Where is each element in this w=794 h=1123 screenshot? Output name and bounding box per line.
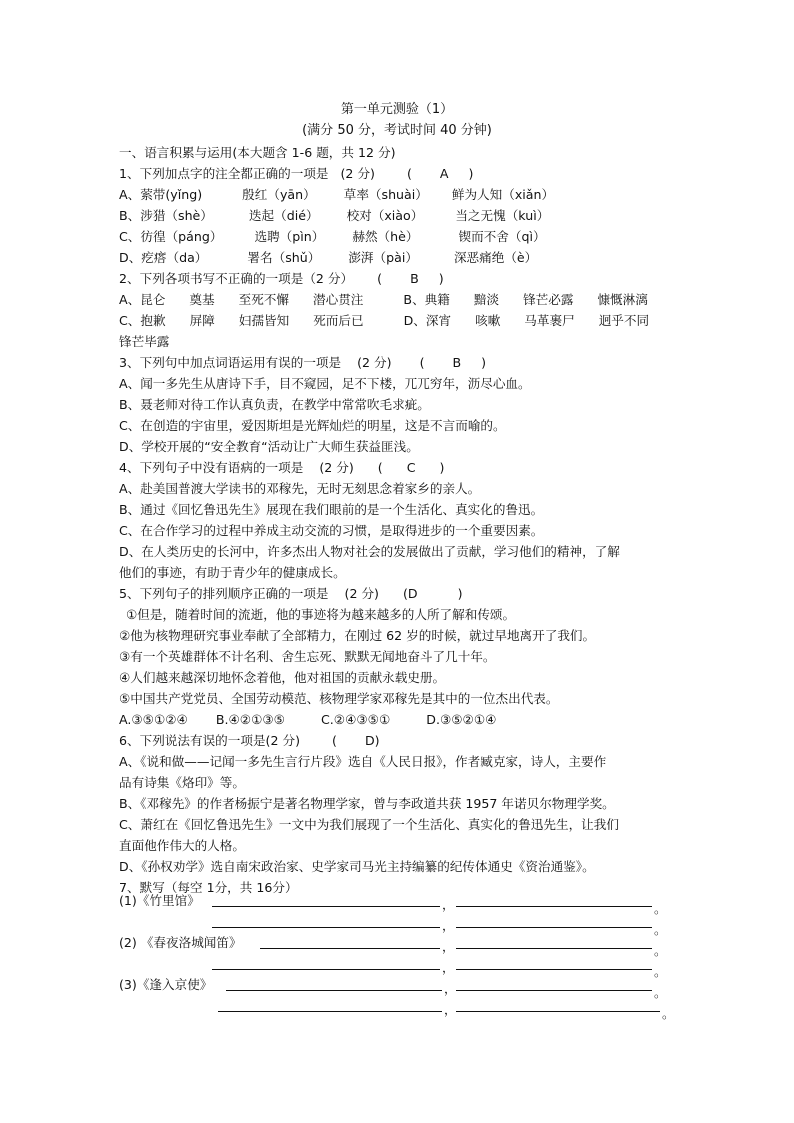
dictation-label-3: (3)《逢入京使》 <box>119 977 213 992</box>
text-line: A、昆仑 奠基 至死不懈 潜心贯注 B、典籍 黯淡 锋芒必露 慷慨淋漓 <box>119 292 648 307</box>
comma-mark: ， <box>442 960 455 975</box>
text-line: A、萦带(yǐng) 殷红（yān） 草率（shuài） 鲜为人知（xiǎn） <box>119 187 555 202</box>
period-mark: 。 <box>654 922 667 937</box>
blank-line[interactable] <box>260 948 440 949</box>
dictation-label-1: (1)《竹里馆》 <box>119 893 200 908</box>
text-line: B、通过《回忆鲁迅先生》展现在我们眼前的是一个生活化、真实化的鲁迅。 <box>119 502 544 517</box>
text-line: 品有诗集《烙印》等。 <box>119 775 245 790</box>
text-line: D、疙瘩（da） 署名（shǔ） 澎湃（pài） 深恶痛绝（è） <box>119 250 538 265</box>
period-mark: 。 <box>654 964 667 979</box>
text-line: 1、下列加点字的注全都正确的一项是 (2 分) ( A ) <box>119 166 474 181</box>
blank-line[interactable] <box>226 990 442 991</box>
text-line: C、彷徨（páng） 选聘（pìn） 赫然（hè） 锲而不舍（qì） <box>119 229 546 244</box>
text-line: 锋芒毕露 <box>119 334 170 349</box>
text-line: C、抱歉 屏障 妇孺皆知 死而后已 D、深宵 咳嗽 马革裹尸 迥乎不同 <box>119 313 650 328</box>
text-line: ①但是，随着时间的流逝，他的事迹将为越来越多的人所了解和传颂。 <box>126 607 516 622</box>
text-line: 3、下列句中加点词语运用有误的一项是 (2 分) ( B ) <box>119 355 487 370</box>
period-mark: 。 <box>662 1006 675 1021</box>
text-line: C、在合作学习的过程中养成主动交流的习惯，是取得进步的一个重要因素。 <box>119 523 544 538</box>
text-line: D、《孙权劝学》选自南宋政治家、史学家司马光主持编纂的纪传体通史《资治通鉴》。 <box>119 859 595 874</box>
text-line: C、在创造的宇宙里，爱因斯坦是光辉灿烂的明星，这是不言而喻的。 <box>119 418 506 433</box>
blank-line[interactable] <box>212 906 440 907</box>
dictation-label-2: (2) 《春夜洛城闻笛》 <box>119 935 242 950</box>
period-mark: 。 <box>654 943 667 958</box>
blank-line[interactable] <box>212 969 440 970</box>
text-line: 一、语言积累与运用(本大题含 1-6 题，共 12 分) <box>119 145 396 160</box>
comma-mark: ， <box>442 939 455 954</box>
text-line: D、在人类历史的长河中，许多杰出人物对社会的发展做出了贡献，学习他们的精神，了解 <box>119 544 620 559</box>
text-line: A.③⑤①②④ B.④②①③⑤ C.②④③⑤① D.③⑤②①④ <box>119 712 497 727</box>
text-line: ③有一个英雄群体不计名利、舍生忘死、默默无闻地奋斗了几十年。 <box>119 649 496 664</box>
period-mark: 。 <box>654 901 667 916</box>
text-line: ②他为核物理研究事业奉献了全部精力，在刚过 62 岁的时候，就过早地离开了我们。 <box>119 628 596 643</box>
exam-title: 第一单元测验（1） <box>340 102 454 117</box>
blank-line[interactable] <box>218 1011 442 1012</box>
text-line: C、萧红在《回忆鲁迅先生》一文中为我们展现了一个生活化、真实化的鲁迅先生，让我们 <box>119 817 619 832</box>
blank-line[interactable] <box>456 906 652 907</box>
text-line: B、涉猎（shè） 迭起（dié） 校对（xiào） 当之无愧（kuì） <box>119 208 550 223</box>
text-line: 他们的事迹，有助于青少年的健康成长。 <box>119 565 346 580</box>
text-line: A、《说和做——记闻一多先生言行片段》选自《人民日报》，作者臧克家，诗人，主要作 <box>119 754 607 769</box>
text-line: ④人们越来越深切地怀念着他，他对祖国的贡献永载史册。 <box>119 670 446 685</box>
text-line: A、闻一多先生从唐诗下手，目不窥园，足不下楼，兀兀穷年，沥尽心血。 <box>119 376 531 391</box>
text-line: ⑤中国共产党党员、全国劳动模范、核物理学家邓稼先是其中的一位杰出代表。 <box>119 691 559 706</box>
blank-line[interactable] <box>456 969 652 970</box>
blank-line[interactable] <box>212 927 440 928</box>
blank-line[interactable] <box>456 948 652 949</box>
comma-mark: ， <box>444 981 457 996</box>
blank-line[interactable] <box>456 990 652 991</box>
comma-mark: ， <box>444 1002 457 1017</box>
period-mark: 。 <box>654 985 667 1000</box>
text-line: 4、下列句子中没有语病的一项是 (2 分) ( C ) <box>119 460 445 475</box>
text-line: 7、默写（每空 1分，共 16分） <box>119 880 298 895</box>
blank-line[interactable] <box>456 927 652 928</box>
text-line: B、《邓稼先》的作者杨振宁是著名物理学家，曾与李政道共获 1957 年诺贝尔物理学奖。 <box>119 796 615 811</box>
exam-subtitle: (满分 50 分，考试时间 40 分钟) <box>302 123 492 138</box>
text-line: 直面他作伟大的人格。 <box>119 838 245 853</box>
text-line: 6、下列说法有误的一项是(2 分) ( D) <box>119 733 380 748</box>
text-line: A、赴美国普渡大学读书的邓稼先，无时无刻思念着家乡的亲人。 <box>119 481 481 496</box>
text-line: 5、下列句子的排列顺序正确的一项是 (2 分) (D ) <box>119 586 463 601</box>
blank-line[interactable] <box>456 1011 660 1012</box>
text-line: 2、下列各项书写不正确的一项是（2 分） ( B ) <box>119 271 444 286</box>
comma-mark: ， <box>442 897 455 912</box>
text-line: D、学校开展的“安全教育“活动让广大师生获益匪浅。 <box>119 439 419 454</box>
text-line: B、聂老师对待工作认真负责，在教学中常常吹毛求疵。 <box>119 397 430 412</box>
comma-mark: ， <box>442 918 455 933</box>
